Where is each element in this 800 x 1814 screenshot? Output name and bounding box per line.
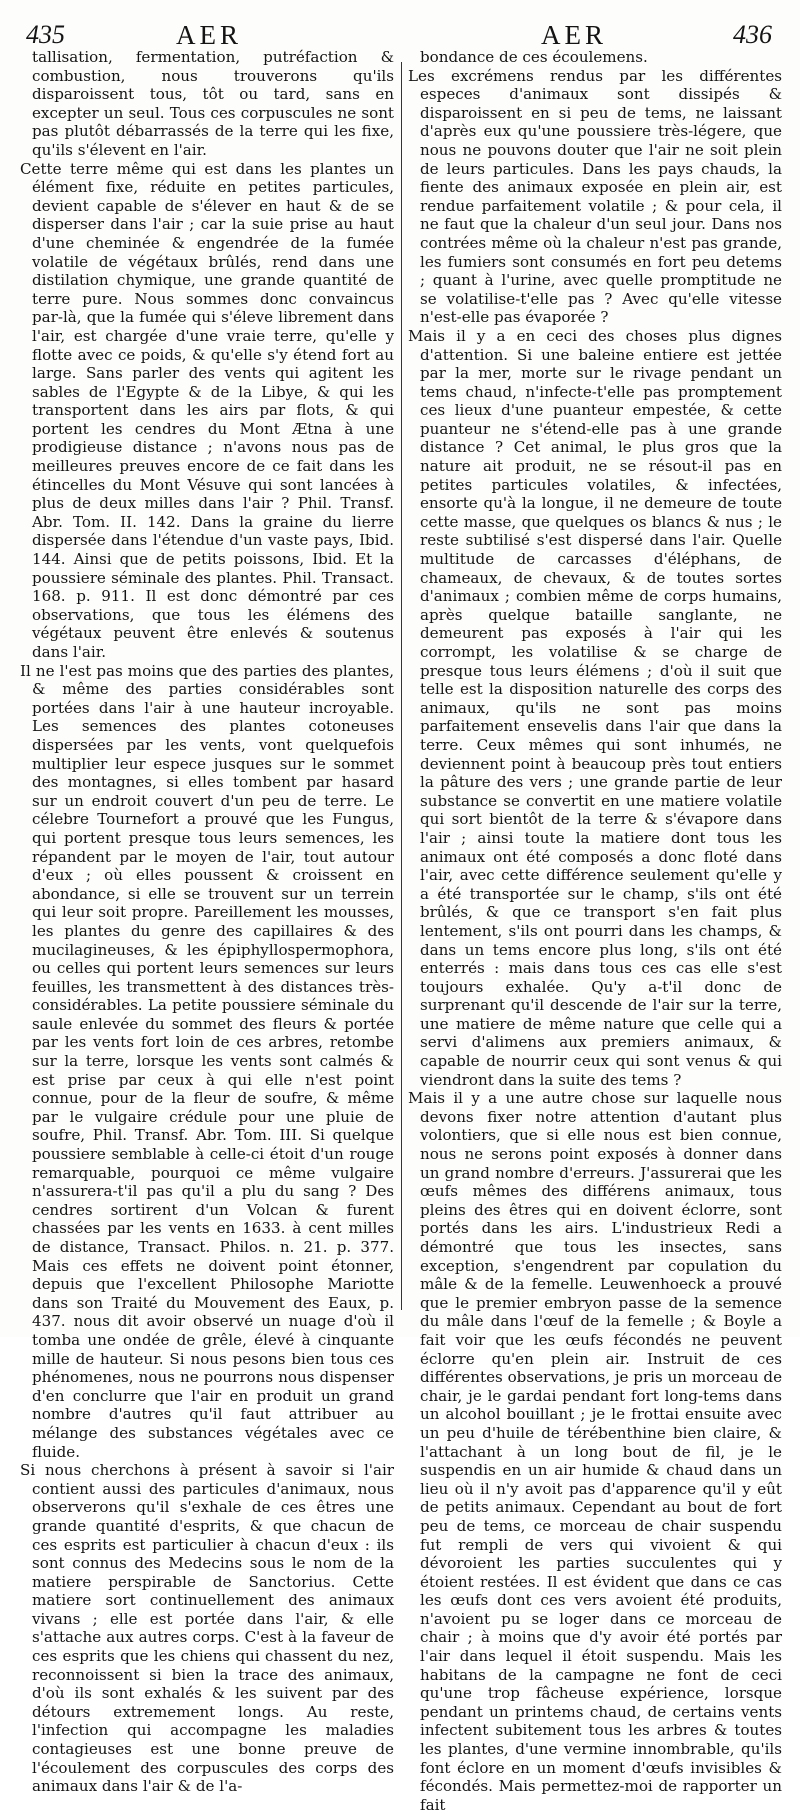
page-number-left: 435 (26, 20, 65, 49)
running-title-right: AER (541, 20, 607, 50)
paragraph: Si nous cherchons à présent à savoir si l'air contient aussi des particules d'animaux, nous observerons qu'il s'exhale de ces êtres une grande quantité d'esprits, & que chacun de ces esprits est particulier à chacun d'eux : ils sont connus des Medecins sous le nom de la matiere perspirable de Sanctorius. Cette matiere sort continuellement des animaux vivans ; elle est portée dans l'air, & elle s'attache aux autres corps. C'est à la faveur de ces esprits que les chiens qui chassent du nez, reconnoissent si bien la trace des animaux, d'où ils sont exhalés & les suivent par des détours extremement longs. Au reste, l'infection qui accompagne les maladies contagieuses est une bonne preuve de l'écoulement des corpuscules des corps des animaux dans l'air & de l'a- (20, 1461, 394, 1796)
paragraph: Les excrémens rendus par les différentes especes d'animaux sont dissipés & disparoissent en si peu de tems, ne laissant d'après eux qu'une poussiere très-légere, que nous ne pouvons douter que l'air ne soit plein de leurs particules. Dans les pays chauds, la fiente des animaux exposée en plein air, est rendue parfaitement volatile ; & pour cela, il ne faut que la chaleur d'un seul jour. Dans nos contrées même où la chaleur n'est pas grande, les fumiers sont consumés en fort peu detems ; quant à l'urine, avec quelle promptitude ne se volatilise-t'elle pas ? Avec qu'elle vitesse n'est-elle pas évaporée ? (408, 66, 782, 327)
running-title-left: AER (176, 20, 242, 50)
paragraph: tallisation, fermentation, putréfaction & combustion, nous trouverons qu'ils disparoissent tous, tôt ou tard, sans en excepter un seul. Tous ces corpuscules ne sont pas plutôt débarrassés de la terre qui les fixe, qu'ils s'élevent en l'air. (32, 48, 394, 159)
column-divider (401, 62, 402, 1310)
paragraph: Mais il y a une autre chose sur laquelle nous devons fixer notre attention d'autant plus volontiers, que si elle nous est bien connue, nous ne serons point exposés à donner dans un grand nombre d'erreurs. J'assurerai que les œufs mêmes des différens animaux, tous pleins des êtres qui en doivent éclorre, sont portés dans les airs. L'industrieux Redi a démontré que tous les insectes, sans exception, s'engendrent par copulation du mâle & de la femelle. Leuwenhoeck a prouvé que le premier embryon passe de la semence du mâle dans l'œuf de la femelle ; & Boyle a fait voir que les œufs fécondés ne peuvent éclorre qu'en plein air. Instruit de ces différentes observations, je pris un morceau de chair, je le gardai pendant fort long-tems dans un alcohol bouillant ; je le frottai ensuite avec un peu d'huile de térébenthine bien claire, & l'attachant à un long bout de fil, je le suspendis en un air humide & chaud dans un lieu où il n'y avoit pas d'apparence qu'il y eût de petits animaux. Cependant au bout de fort peu de tems, ce morceau de chair suspendu fut rempli de vers qui vivoient & qui dévoroient les parties succulentes qui y étoient restées. Il est évident que dans ce cas les œufs dont ces vers avoient été produits, n'avoient pu se loger dans ce morceau de chair ; à moins que d'y avoir été portés par l'air dans lequel il étoit suspendu. Mais les habitans de la campagne ne font de ceci qu'une trop fâcheuse expérience, lorsque pendant un printems chaud, de certains vents infectent subitement tous les arbres & toutes les plantes, d'une vermine innombrable, qu'ils font éclore en un moment d'œufs invisibles & fécondés. Mais permettez-moi de rapporter un fait (408, 1089, 782, 1814)
paragraph: bondance de ces écoulemens. (420, 48, 648, 66)
paragraph: Mais il y a en ceci des choses plus dignes d'attention. Si une baleine entiere est jettée par la mer, morte sur le rivage pendant un tems chaud, n'infecte-t'elle pas promptement ces lieux d'une puanteur empestée, & cette puanteur ne s'étend-elle pas à une grande distance ? Cet animal, le plus gros que la nature ait produit, ne se résout-il pas en petites particules volatiles, & infectées, ensorte qu'à la longue, il ne demeure de toute cette masse, que quelques os blancs & nus ; le reste subtilisé s'est dispersé dans l'air. Quelle multitude de carcasses d'éléphans, de chameaux, de chevaux, & de toutes sortes d'animaux ; combien même de corps humains, après quelque bataille sanglante, ne demeurent pas exposés à l'air qui les corrompt, les volatilise & se charge de presque tous leurs élémens ; d'où il suit que telle est la disposition naturelle des corps des animaux, qu'ils ne sont pas moins parfaitement ensevelis dans l'air que dans la terre. Ceux mêmes qui sont inhumés, ne deviennent point à beaucoup près tout entiers la pâture des vers ; une grande partie de leur substance se convertit en une matiere volatile qui sort bientôt de la terre & s'évapore dans l'air ; ainsi toute la matiere dont tous les animaux ont été composés a donc floté dans l'air, avec cette différence seulement qu'elle y a été transportée sur le champ, s'ils ont été brûlés, & que ce transport s'en fait plus lentement, s'ils ont pourri dans les champs, & dans un tems encore plus long, s'ils ont été enterrés : mais dans tous ces cas elle s'est toujours exhalée. Qu'y a-t'il donc de surprenant qu'il descende de l'air sur la terre, une matiere de même nature que celle qui a servi d'alimens aux premiers animaux, & capable de nourrir ceux qui sont venus & qui viendront dans la suite des tems ? (408, 326, 782, 1089)
left-column (20, 48, 394, 1796)
paragraph: Cette terre même qui est dans les plantes un élément fixe, réduite en petites particules, devient capable de s'élever en haut & de se disperser dans l'air ; car la suie prise au haut d'une cheminée & engendrée de la fumée volatile de végétaux brûlés, rend dans une distilation chymique, une grande quantité de terre pure. Nous sommes donc convaincus par-là, que la fumée qui s'éleve librement dans l'air, est chargée d'une vraie terre, qu'elle y flotte avec ce poids, & qu'elle s'y étend fort au large. Sans parler des vents qui agitent les sables de l'Egypte & de la Libye, & qui les transportent dans les airs par flots, & qui portent les cendres du Mont Ætna à une prodigieuse distance ; n'avons nous pas de meilleures preuves encore de ce fait dans les étincelles du Mont Vésuve qui sont lancées à plus de deux milles dans l'air ? Phil. Transf. Abr. Tom. II. 142. Dans la graine du lierre dispersée dans l'étendue d'un vaste pays, Ibid. 144. Ainsi que de petits poissons, Ibid. Et la poussiere séminale des plantes. Phil. Transact. 168. p. 911. Il est donc démontré par ces observations, que tous les élémens des végétaux peuvent être enlevés & soutenus dans l'air. (20, 159, 394, 661)
paragraph: Il ne l'est pas moins que des parties des plantes, & même des parties considérables sont portées dans l'air à une hauteur incroyable. Les semences des plantes cotoneuses dispersées par les vents, vont quelquefois multiplier leur espece jusques sur le sommet des montagnes, si elles tombent par hasard sur un endroit couvert d'un peu de terre. Le célebre Tournefort a prouvé que les Fungus, qui portent presque tous leurs semences, les répandent par le moyen de l'air, tout autour d'eux ; où elles poussent & croissent en abondance, si elle se trouvent sur un terrein qui leur soit propre. Pareillement les mousses, les plantes du genre des capillaires & des mucilagineuses, & les épiphyllospermophora, ou celles qui portent leurs semences sur leurs feuilles, les transmettent à des distances très-considérables. La petite poussiere séminale du saule enlevée du sommet des fleurs & portée par les vents fort loin de ces arbres, retombe sur la terre, lorsque les vents sont calmés & est prise par ceux à qui elle n'est point connue, pour de la fleur de soufre, & même par le vulgaire crédule pour une pluie de soufre, Phil. Transf. Abr. Tom. III. Si quelque poussiere semblable à celle-ci étoit d'un rouge remarquable, pourquoi ce même vulgaire n'assurera-t'il pas qu'il a plu du sang ? Des cendres sortirent d'un Volcan & furent chassées par les vents en 1633. à cent milles de distance, Transact. Philos. n. 21. p. 377. Mais ces effets ne doivent point étonner, depuis que l'excellent Philosophe Mariotte dans son Traité du Mouvement des Eaux, p. 437. nous dit avoir observé un nuage d'où il tomba une ondée de grêle, élevé à cinquante mille de hauteur. Si nous pesons bien tous ces phénomenes, nous ne pourrons nous dispenser d'en conclurre que l'air en produit un grand nombre d'autres qu'il faut attribuer au mélange des substances végétales avec ce fluide. (20, 661, 394, 1461)
page-number-right: 436 (733, 20, 772, 49)
right-column (408, 48, 782, 1814)
